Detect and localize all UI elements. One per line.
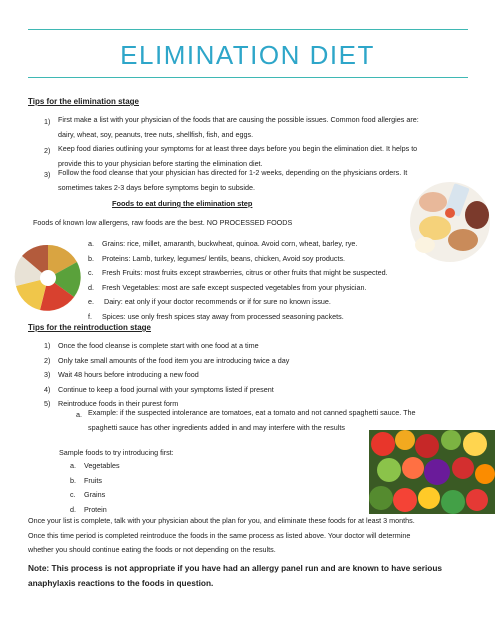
reintro-item: 4) Continue to keep a food journal with your symptoms listed if present [44, 384, 274, 394]
list-item [58, 113, 419, 142]
sample-item: a. Vegetables [70, 461, 120, 470]
foods-heading: Foods to eat during the elimination step [112, 199, 253, 208]
elimination-heading: Tips for the elimination stage [28, 97, 139, 106]
food-item: a. Grains: rice, millet, amaranth, buckwheat, quinoa. Avoid corn, wheat, barley, rye. [88, 239, 358, 248]
protein-foods-image [405, 180, 495, 265]
closing-line: Once this time period is completed reintroduce the foods in the same process as listed above. Your doctor will determine [28, 530, 411, 540]
item-line: Follow the food cleanse that your physician has directed for 1-2 weeks, depending on the physicians orders. It [58, 168, 408, 177]
item-number: 3) [44, 170, 51, 179]
top-rule [28, 29, 468, 30]
item-line: First make a list with your physician of the foods that are causing the possible issues. Common food allergies are: [58, 115, 419, 124]
example-line: Example: if the suspected intolerance are tomatoes, eat a tomato and not canned spaghetti sauce. The [88, 408, 416, 417]
item-line: sometimes takes 2-3 days before symptoms begin to subside. [58, 182, 255, 192]
food-item: d. Fresh Vegetables: most are safe except suspected vegetables from your physician. [88, 282, 367, 292]
food-item: c. Fresh Fruits: most fruits except strawberries, citrus or other fruits that might be suspected. [88, 268, 388, 277]
reintroduction-heading: Tips for the reintroduction stage [28, 323, 151, 332]
vegetables-fruits-image [369, 430, 495, 514]
example-letter: a. [76, 410, 82, 419]
reintro-item: 3) Wait 48 hours before introducing a new food [44, 370, 199, 379]
sample-item: d. Protein [70, 504, 107, 514]
sample-list [70, 459, 120, 517]
reintro-item: 2) Only take small amounts of the food item you are introducing twice a day [44, 355, 290, 365]
food-item: f. Spices: use only fresh spices stay away from processed seasoning packets. [88, 311, 344, 321]
sample-item: c. Grains [70, 490, 106, 499]
closing-paragraph [28, 514, 415, 558]
item-number: 1) [44, 117, 51, 126]
foods-intro: Foods of known low allergens, raw foods are the best. NO PROCESSED FOODS [33, 218, 293, 227]
title-underline [28, 77, 468, 78]
food-pyramid-image [12, 242, 84, 314]
allergy-note: Note: This process is not appropriate if you have had an allergy panel run and are known to have serious anaphylaxis reactions to the foods in question. [28, 563, 443, 588]
list-item [58, 166, 407, 195]
sample-heading: Sample foods to try introducing first: [59, 448, 174, 457]
example-text [88, 406, 416, 435]
item-line: provide this to your physician before starting the elimination diet. [58, 158, 263, 168]
item-number: 2) [44, 146, 51, 155]
item-line: Keep food diaries outlining your symptoms for at least three days before you begin the elimination diet. It helps to [58, 144, 418, 153]
reintro-list [44, 339, 289, 412]
item-line: dairy, wheat, soy, peanuts, tree nuts, shellfish, fish, and eggs. [58, 129, 254, 139]
reintro-item: 5) Reintroduce foods in their purest form [44, 399, 179, 408]
closing-line: Once your list is complete, talk with your physician about the plan for you, and eliminate these foods for at least 3 months. [28, 516, 415, 525]
page-title: ELIMINATION DIET [120, 40, 375, 70]
food-item: b. Proteins: Lamb, turkey, legumes/ lentils, beans, chicken, Avoid soy products. [88, 253, 346, 263]
food-item: e. Dairy: eat only if your doctor recommends or if for sure no known issue. [88, 297, 331, 306]
reintro-item: 1) Once the food cleanse is complete start with one food at a time [44, 341, 259, 350]
closing-line: whether you should continue eating the foods or not depending on the results. [28, 545, 276, 554]
sample-item: b. Fruits [70, 475, 102, 485]
food-list [88, 237, 388, 324]
example-line: spaghetti sauce has other ingredients added in and may interfere with the results [88, 422, 345, 432]
